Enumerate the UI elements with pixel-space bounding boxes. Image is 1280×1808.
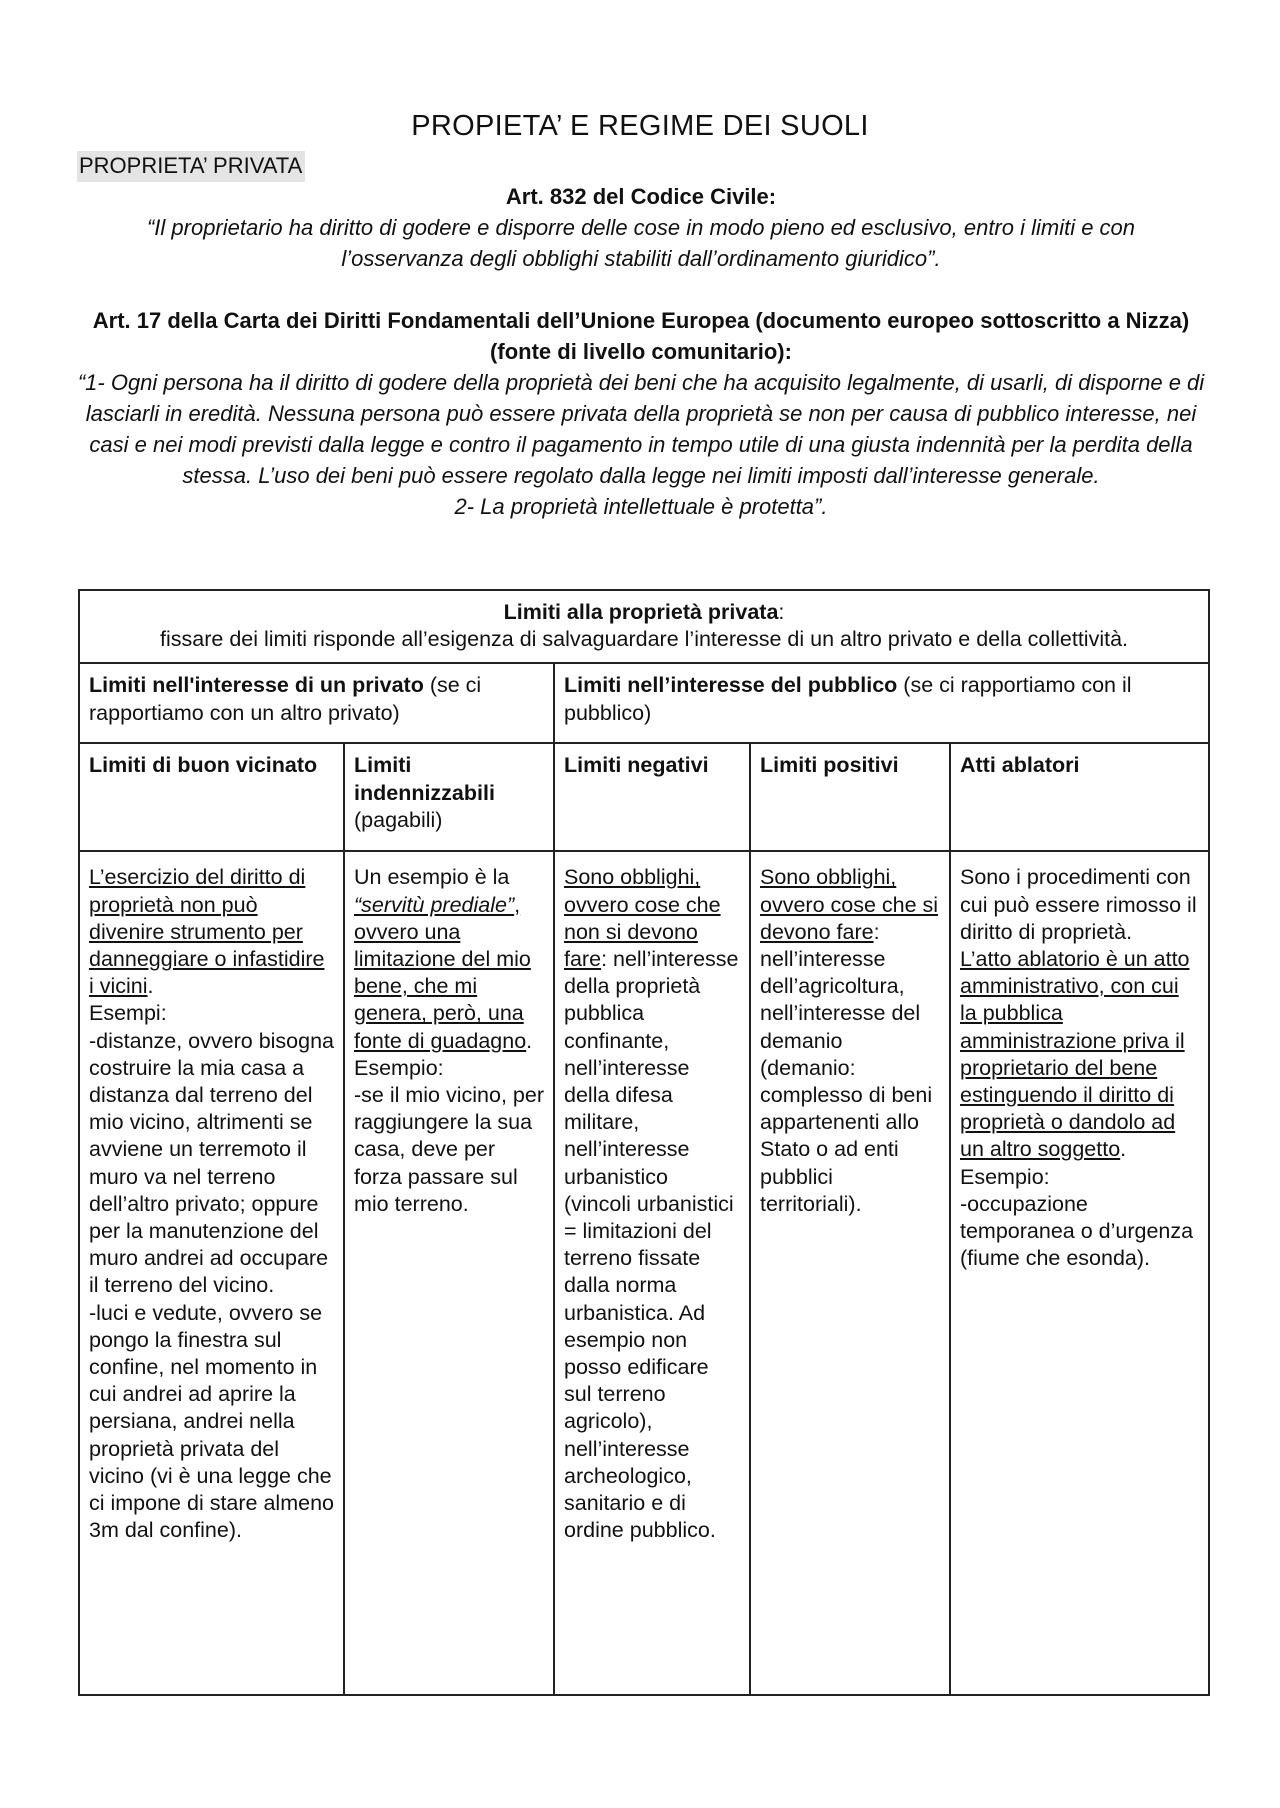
column-header-ablatori-label: Atti ablatori	[960, 753, 1080, 778]
group-private-rest: (se ci rapportiamo con un altro privato)	[89, 673, 482, 725]
article-17-block	[77, 305, 1205, 522]
ablatori-intro: Sono i procedimenti con cui può essere rimosso il diritto di proprietà.	[960, 865, 1197, 944]
column-header-indennizzabili-note: (pagabili)	[354, 807, 443, 832]
table-content-row	[79, 851, 1209, 1695]
ablatori-example: -occupazione temporanea o d’urgenza (fiume che esonda).	[960, 1191, 1194, 1271]
table-header-subtitle: fissare dei limiti risponde all’esigenza di salvaguardare l’interesse di un altro privato e della collettività.	[160, 627, 1129, 652]
buon-vicinato-example-distanze: -distanze, ovvero bisogna costruire la mia casa a distanza dal terreno del mio vicino, altrimenti se avviene un terremoto il muro va nel terreno dell’altro privato; oppure per la manutenzione del muro andrei ad occupare il terreno del vicino.	[89, 1028, 335, 1298]
column-header-buon-vicinato	[79, 743, 344, 851]
column-header-positivi-label: Limiti positivi	[760, 753, 899, 778]
table-header-title: Limiti alla proprietà privata	[503, 600, 779, 624]
column-header-buon-vicinato-label: Limiti di buon vicinato	[89, 753, 318, 778]
article-17-quote-paragraph-1: “1- Ogni persona ha il diritto di godere della proprietà dei beni che ha acquisito legalmente, di usarli, di disporne e di lasciarli in eredità. Nessuna persona può essere privata della proprietà se non per causa di pubblico interesse, nei casi e nei modi previsti dalla legge e contro il pagamento in tempo utile di una giusta indennità per la perdita della stessa. L’uso dei beni può essere regolato dalla legge nei limiti imposti dall’interesse generale.	[77, 370, 1205, 488]
section-label-highlighted: PROPRIETA’ PRIVATA	[77, 151, 305, 182]
positivi-definition: Sono obblighi, ovvero cose che si devono fare	[760, 865, 939, 944]
page-title: PROPIETA’ E REGIME DEI SUOLI	[411, 110, 869, 142]
indennizzabili-period: .	[526, 1028, 533, 1053]
positivi-list: : nell’interesse dell’agricoltura, nell’interesse del demanio (demanio: complesso di beni appartenenti allo Stato o ad enti pubblici territoriali).	[760, 919, 933, 1216]
buon-vicinato-example-luci: -luci e vedute, ovvero se pongo la finestra sul confine, nel momento in cui andrei ad aprire la persiana, andrei nella proprietà privata del vicino (vi è una legge che ci impone di stare almeno 3m dal confine).	[89, 1300, 334, 1543]
column-header-ablatori	[950, 743, 1209, 851]
column-header-negativi-label: Limiti negativi	[564, 753, 709, 778]
table-header-colon: :	[778, 600, 785, 624]
buon-vicinato-period: .	[147, 974, 154, 999]
table-header-cell	[79, 590, 1209, 663]
ablatori-esempio-label: Esempio:	[960, 1164, 1050, 1189]
indennizzabili-intro: Un esempio è la	[354, 865, 510, 890]
cell-positivi	[750, 851, 950, 1695]
indennizzabili-servitu-prediale: “servitù prediale”	[354, 892, 515, 917]
indennizzabili-example: -se il mio vicino, per raggiungere la sua casa, deve per forza passare sul mio terreno.	[354, 1083, 544, 1216]
buon-vicinato-esempi-label: Esempi:	[89, 1001, 167, 1026]
limits-table	[78, 589, 1210, 1696]
cell-negativi	[554, 851, 750, 1695]
group-public-cell	[554, 663, 1209, 743]
table-column-header-row	[79, 743, 1209, 851]
buon-vicinato-definition: L’esercizio del diritto di proprietà non può divenire strumento per danneggiare o infastidire i vicini	[89, 865, 325, 999]
cell-buon-vicinato	[79, 851, 344, 1695]
article-832-heading: Art. 832 del Codice Civile:	[505, 184, 777, 209]
column-header-negativi	[554, 743, 750, 851]
ablatori-definition: L’atto ablatorio è un atto amministrativo, con cui la pubblica amministrazione priva il proprietario del bene estinguendo il diritto di proprietà o dandolo ad un altro soggetto	[960, 947, 1190, 1162]
article-832-block	[77, 181, 1205, 274]
indennizzabili-esempio-label: Esempio:	[354, 1055, 444, 1080]
column-header-indennizzabili-label: Limiti indennizzabili	[354, 753, 495, 805]
negativi-list: : nell’interesse della proprietà pubblica confinante, nell’interesse della difesa militare, nell’interesse urbanistico (vincoli urbanistici = limitazioni del terreno fissate dalla norma urbanistica. Ad esempio non posso edificare sul terreno agricolo), nell’interesse archeologico, sanitario e di ordine pubblico.	[564, 947, 739, 1543]
group-public-bold: Limiti nell’interesse del pubblico	[564, 673, 898, 698]
article-832-quote: “Il proprietario ha diritto di godere e disporre delle cose in modo pieno ed esclusivo, entro i limiti e con l’osservanza degli obblighi stabiliti dall’ordinamento giuridico”.	[146, 215, 1136, 271]
group-private-cell	[79, 663, 554, 743]
ablatori-period: .	[1120, 1137, 1127, 1162]
table-group-row	[79, 663, 1209, 743]
group-public-rest: (se ci rapportiamo con il pubblico)	[564, 673, 1132, 725]
cell-ablatori	[950, 851, 1209, 1695]
cell-indennizzabili	[344, 851, 554, 1695]
negativi-definition: Sono obblighi, ovvero cose che non si devono fare	[564, 865, 721, 972]
group-private-bold: Limiti nell'interesse di un privato	[89, 673, 424, 698]
article-17-heading: Art. 17 della Carta dei Diritti Fondamentali dell’Unione Europea (documento europeo sottoscritto a Nizza) (fonte di livello comunitario):	[92, 308, 1190, 364]
column-header-indennizzabili	[344, 743, 554, 851]
table-header-row	[79, 590, 1209, 663]
column-header-positivi	[750, 743, 950, 851]
indennizzabili-definition: , ovvero una limitazione del mio bene, che mi genera, però, una fonte di guadagno	[354, 892, 531, 1053]
article-17-quote-paragraph-2: 2- La proprietà intellettuale è protetta”.	[454, 494, 828, 519]
